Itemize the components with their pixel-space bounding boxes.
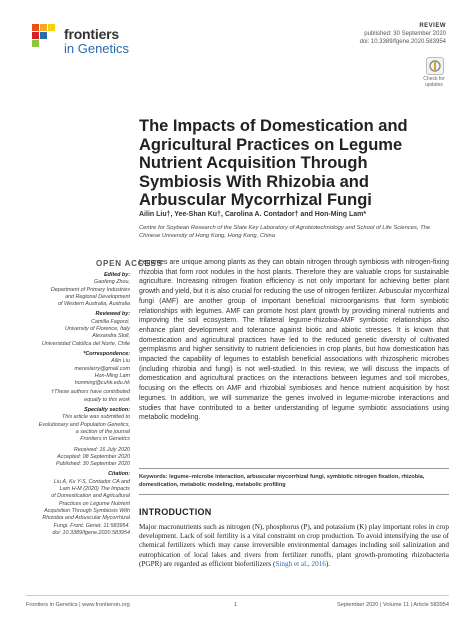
correspondence-line: Ailin Liu (111, 358, 130, 365)
crossmark-icon (427, 58, 443, 74)
abstract: Legumes are unique among plants as they can obtain nitrogen through symbiosis with nitrogen-fixing rhizobia that form root nodules in the host plants. Therefore they are valuable crops for sustainable agriculture. Increasing nitrogen fixation efficiency is not only important for achieving better plant growth and yield, but it is also crucial for reducing the use of nitrogen fertilizer. Arbuscular mycorrhizal fungi (AMF) are another group of important beneficial microorganisms that form symbiotic relationships with legumes. AMF can promote host plant growth by providing mineral nutrients and improving the soil ecosystem. The trilateral legume-rhizobia-AMF symbiotic relationships also enhance plant development and tolerance against biotic and abiotic stresses. It is known that domestication and agricultural practices have led to the reduced genetic diversity of cultivated germplasms and higher sensitivity to nutrient deficiencies in crop plants, but how domestication has impacted the capability of legumes to establish beneficial associations with rhizospheric microbes (including rhizobia and fungi) is not well-studied. In this review, we will discuss the impacts of domestication and agricultural practices on the interactions between legumes and soil microbes, focusing on the effects on AMF and rhizobial symbioses and hence nutrient acquisition by host legumes. In addition, we will summarize the genes involved in legume-microbe interactions and studies that have contributed to a better understanding of legume symbiotic associations using metabolic modeling. (139, 259, 449, 422)
citation-line: Practices on Legume Nutrient (58, 500, 130, 507)
specialty-line: a section of the journal (75, 428, 130, 435)
section-heading-introduction: INTRODUCTION (139, 507, 212, 517)
article-sidebar (26, 272, 130, 537)
correspondence-heading: *Correspondence: (83, 350, 130, 357)
keywords-divider-bottom (139, 494, 449, 495)
keywords-divider-top (139, 468, 449, 469)
keywords (139, 474, 449, 489)
specialty-heading: Specialty section: (84, 407, 130, 414)
edited-by-heading: Edited by: (103, 272, 130, 278)
article-type: REVIEW (419, 23, 446, 29)
citation-line: Acquisition Through Symbiosis With (44, 507, 130, 514)
specialty-line: This article was submitted to (61, 414, 130, 421)
crossmark-label: Check for updates (423, 76, 445, 88)
introduction-text (139, 523, 449, 569)
reviewer-line: Universidad Católica del Norte, Chile (41, 340, 130, 347)
equal-contribution-note: equally to this work (84, 396, 130, 403)
footer-issue: September 2020 | Volume 11 | Article 583954 (337, 602, 449, 608)
citation-line: Fungi. Front. Genet. 11:583954. (53, 522, 130, 529)
journal-name-line1: frontiers (64, 26, 119, 42)
citation-line: Lam H-M (2020) The Impacts (59, 486, 130, 493)
editor-line: Department of Primary Industries (50, 286, 130, 293)
page-number: 1 (234, 602, 238, 608)
intro-end: ). (325, 559, 331, 568)
accepted-date: Accepted: 08 September 2020 (57, 453, 130, 460)
published-date: published: 30 September 2020 (364, 31, 446, 37)
frontiers-logo-icon (30, 22, 58, 50)
editor-line: of Western Australia, Australia (57, 301, 130, 308)
article-meta (360, 22, 446, 46)
check-for-updates-icon[interactable] (426, 57, 444, 75)
editor-line: and Regional Development (64, 293, 130, 300)
specialty-line: Evolutionary and Population Genetics, (38, 421, 130, 428)
reviewer-line: University of Florence, Italy (64, 326, 130, 333)
keywords-list: legume–microbe interaction, arbuscular mycorrhizal fungi, symbiotic nitrogen fixation, rhizobia, domestication, metabolic modeling, metabolic profiling (139, 474, 425, 488)
citation-line: Rhizobia and Arbuscular Mycorrhizal (42, 515, 130, 522)
reviewed-by-heading: Reviewed by: (95, 311, 130, 318)
citation-line[interactable]: doi: 10.3389/fgene.2020.583954 (52, 529, 130, 536)
editor-line: Gaofeng Zhou, (94, 279, 130, 286)
footer-divider (26, 595, 449, 596)
equal-contribution-note: †These authors have contributed (51, 389, 130, 396)
citation-line: Liu A, Ku Y-S, Contador CA and (53, 478, 130, 485)
article-title: The Impacts of Domestication and Agricultural Practices on Legume Nutrient Acquisition Through Symbiosis With Rhizobia and Arbuscular Mycorrhizal Fungi (139, 117, 408, 209)
journal-name-line2: in Genetics (64, 41, 130, 56)
received-date: Received: 16 July 2020 (73, 446, 130, 453)
affiliation: Centre for Soybean Research of the State Key Laboratory of Agrobiotechnology and School of Life Sciences, The Chinese University of Hong Kong, Hong Kong, China (139, 225, 431, 239)
doi[interactable]: doi: 10.3389/fgene.2020.583954 (359, 39, 446, 45)
specialty-line: Frontiers in Genetics (80, 436, 130, 443)
intro-body: Major macronutrients such as nitrogen (N), phosphorus (P), and potassium (K) play important roles in crop development. Lack of soil fertility is a vital constraint on crop production. To avoid intensifying the use of chemical fertilizers which may cause irreversible environmental damages including soil salinization and eutrophication of local lakes and rivers from fertilizer runoffs, plant growth-promoting rhizobacteria (PGPR) are regarded as efficient biofertilizers ( (139, 523, 449, 568)
author-list[interactable]: Ailin Liu†, Yee-Shan Ku†, Carolina A. Contador† and Hon-Ming Lam* (139, 211, 367, 218)
correspondence-line: Hon-Ming Lam (94, 372, 130, 379)
open-access-label: OPEN ACCESS (96, 259, 163, 268)
correspondence-email[interactable]: honming@cuhk.edu.hk (74, 380, 130, 387)
citation-heading: Citation: (108, 471, 130, 478)
published-date-sidebar: Published: 30 September 2020 (55, 461, 130, 468)
keywords-label: Keywords: (139, 474, 168, 480)
reviewer-line: Alexandra Stoll, (92, 333, 130, 340)
citation-line: of Domestication and Agricultural (51, 493, 130, 500)
footer-journal[interactable]: Frontiers in Genetics | www.frontiersin.org (26, 602, 130, 608)
correspondence-email[interactable]: mereslarry@gmail.com (74, 365, 130, 372)
citation-link[interactable]: Singh et al., 2016 (275, 559, 326, 568)
journal-logo[interactable] (30, 20, 150, 60)
reviewer-line: Camilla Fagorzi, (91, 318, 130, 325)
